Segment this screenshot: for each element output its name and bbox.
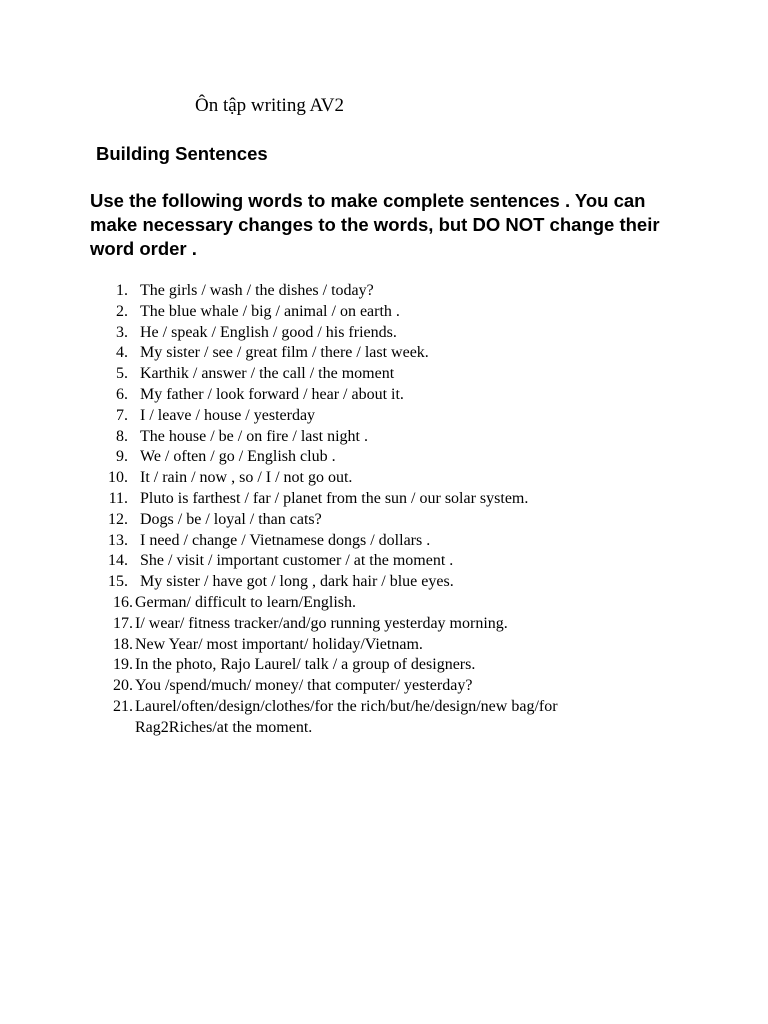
item-number: 4. [116,344,128,362]
list-item [0,676,768,697]
list-item [0,406,768,427]
item-text: My sister / have got / long , dark hair / blue eyes. [140,573,454,591]
item-number: 18. [113,635,133,653]
list-item [0,323,768,344]
list-item [0,551,768,572]
item-text: The blue whale / big / animal / on earth . [140,302,400,320]
list-item [0,655,768,676]
item-number: 21. [113,697,133,715]
list-item [0,531,768,552]
item-number: 8. [116,427,128,445]
instructions-paragraph: Use the following words to make complete sentences . You can make necessary changes to the words, but DO NOT change their word order . [90,190,660,259]
item-number: 15. [108,573,128,591]
section-title: Building Sentences [96,143,268,164]
list-item [0,364,768,385]
list-item [0,614,768,635]
list-item [0,302,768,323]
item-number: 2. [116,302,128,320]
list-item [0,427,768,448]
item-text: You /spend/much/ money/ that computer/ yesterday? [135,677,473,695]
item-number: 5. [116,365,128,383]
exercise-list [0,281,768,739]
list-item [0,385,768,406]
item-text: German/ difficult to learn/English. [135,593,356,611]
item-text: In the photo, Rajo Laurel/ talk / a group of designers. [135,656,476,674]
item-number: 20. [113,677,133,695]
item-text: Laurel/often/design/clothes/for the rich/but/he/design/new bag/for Rag2Riches/at the moment. [135,697,558,736]
item-text: I / leave / house / yesterday [140,406,316,424]
item-number: 14. [108,552,128,570]
item-number: 10. [108,469,128,487]
list-item [0,572,768,593]
item-number: 11. [108,489,128,507]
item-number: 9. [116,448,128,466]
item-number: 17. [113,614,133,632]
item-text: I need / change / Vietnamese dongs / dollars . [140,531,431,549]
list-item [0,593,768,614]
list-item [0,447,768,468]
item-number: 12. [108,510,128,528]
item-text: It / rain / now , so / I / not go out. [140,469,353,487]
item-number: 7. [116,406,128,424]
item-number: 1. [116,282,128,299]
list-item [0,635,768,656]
list-item [0,489,768,510]
item-number: 13. [108,531,128,549]
item-number: 19. [113,656,133,674]
list-item [0,281,768,302]
list-item [0,697,768,739]
item-number: 6. [116,385,128,403]
item-text: We / often / go / English club . [140,448,336,466]
item-text: New Year/ most important/ holiday/Vietnam. [135,635,423,653]
item-text: The girls / wash / the dishes / today? [140,282,374,299]
item-text: He / speak / English / good / his friends. [140,323,397,341]
item-text: Karthik / answer / the call / the moment [140,365,395,383]
item-text: I/ wear/ fitness tracker/and/go running yesterday morning. [135,614,508,632]
item-text: The house / be / on fire / last night . [140,427,368,445]
item-text: Pluto is farthest / far / planet from the sun / our solar system. [140,489,529,507]
item-number: 3. [116,323,128,341]
item-text: My sister / see / great film / there / last week. [140,344,429,362]
item-text: She / visit / important customer / at the moment . [140,552,454,570]
item-text: My father / look forward / hear / about it. [140,385,404,403]
item-number: 16. [113,593,133,611]
item-text: Dogs / be / loyal / than cats? [140,510,322,528]
list-item [0,510,768,531]
list-item [0,468,768,489]
document-title: Ôn tập writing AV2 [195,95,345,116]
list-item [0,343,768,364]
